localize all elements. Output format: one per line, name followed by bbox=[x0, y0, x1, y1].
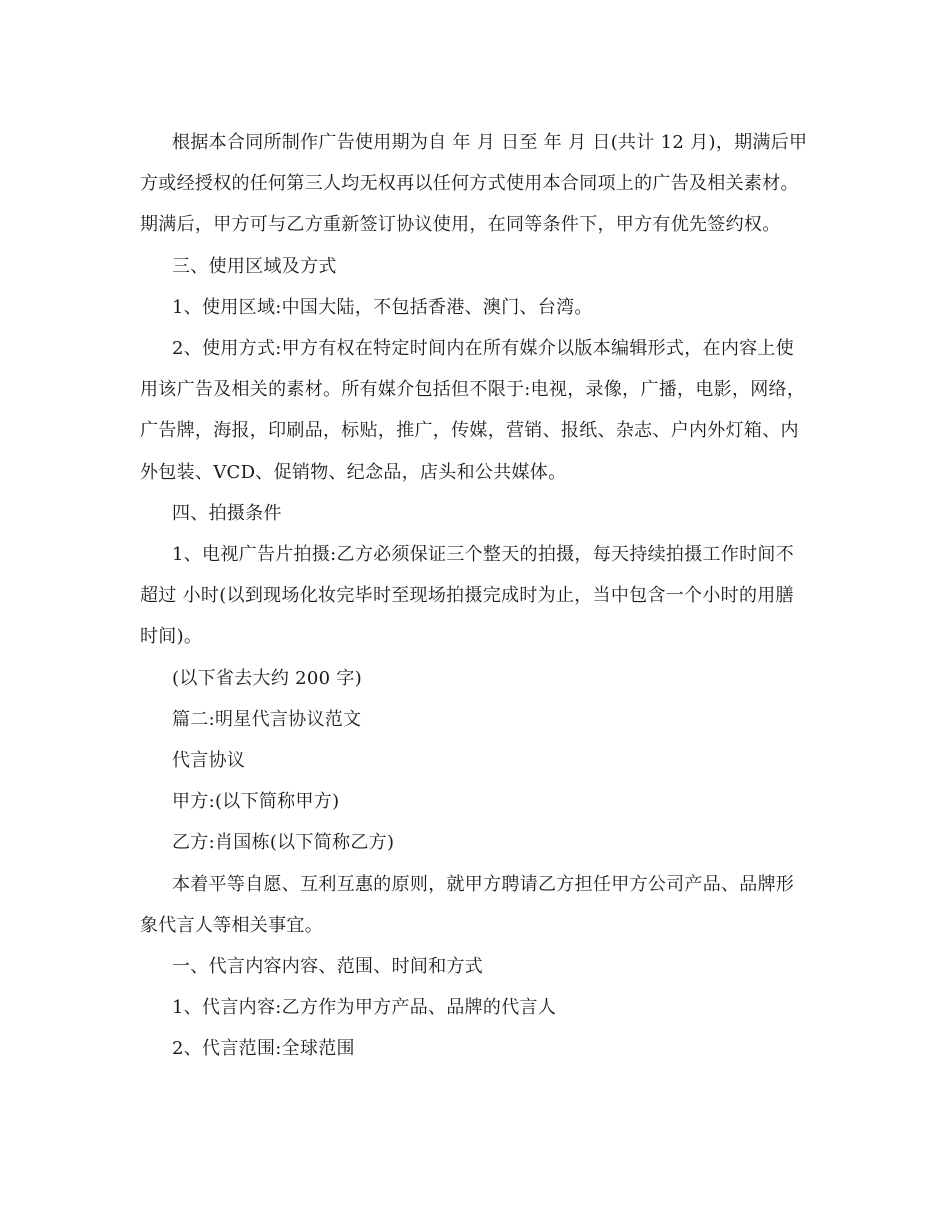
paragraph-party-a: 甲方:(以下简称甲方) bbox=[172, 791, 340, 813]
document-body bbox=[140, 122, 812, 1070]
heading-endorsement-agreement: 代言协议 bbox=[172, 750, 246, 772]
heading-shooting-conditions: 四、拍摄条件 bbox=[172, 502, 282, 524]
paragraph-party-b: 乙方:肖国栋(以下简称乙方) bbox=[172, 832, 395, 854]
paragraph-tv-ad-shooting: 1、电视广告片拍摄:乙方必须保证三个整天的拍摄，每天持续拍摄工作时间不超过 小时(以到现场化妆完毕时至现场拍摄完成时为止，当中包含一个小时的用膳时间)。 bbox=[140, 544, 795, 648]
heading-endorsement-content: 一、代言内容内容、范围、时间和方式 bbox=[172, 956, 484, 978]
paragraph-usage-method: 2、使用方式:甲方有权在特定时间内在所有媒介以版本编辑形式，在内容上使用该广告及相关的素材。所有媒介包括但不限于:电视，录像，广播，电影，网络，广告牌，海报，印刷品，标贴，推广，传媒，营销、报纸、杂志、户内外灯箱、内外包装、VCD、促销物、纪念品，店头和公共媒体。 bbox=[140, 338, 806, 483]
heading-usage-area-method: 三、使用区域及方式 bbox=[172, 255, 337, 277]
paragraph-omitted-note: (以下省去大约 200 字) bbox=[172, 667, 363, 689]
paragraph-principle: 本着平等自愿、互利互惠的原则，就甲方聘请乙方担任甲方公司产品、品牌形象代言人等相关事宜。 bbox=[140, 873, 795, 936]
paragraph-endorsement-scope: 2、代言范围:全球范围 bbox=[172, 1038, 355, 1060]
heading-part-two: 篇二:明星代言协议范文 bbox=[172, 708, 362, 730]
paragraph-usage-area: 1、使用区域:中国大陆，不包括香港、澳门、台湾。 bbox=[172, 296, 593, 318]
paragraph-usage-period: 根据本合同所制作广告使用期为自 年 月 日至 年 月 日(共计 12 月)，期满后甲方或经授权的任何第三人均无权再以任何方式使用本合同项上的广告及相关素材。期满后，甲方可与乙方重新签订协议使用，在同等条件下，甲方有优先签约权。 bbox=[140, 132, 808, 236]
paragraph-endorsement-content: 1、代言内容:乙方作为甲方产品、品牌的代言人 bbox=[172, 997, 557, 1019]
